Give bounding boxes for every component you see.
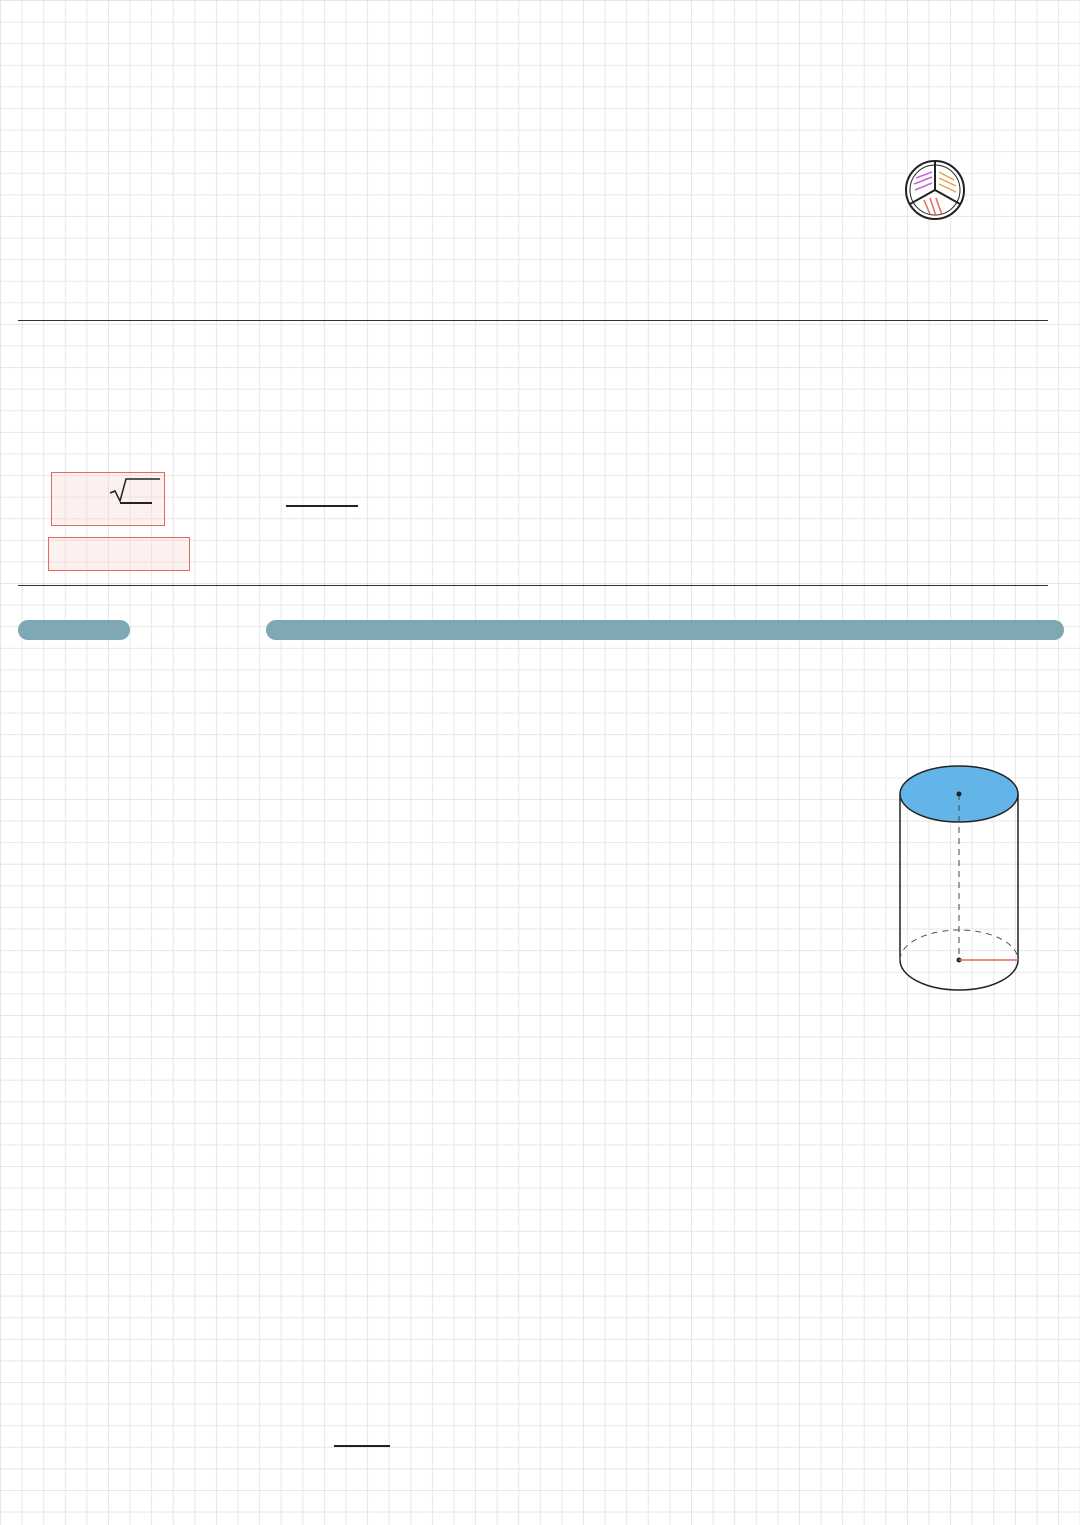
divider bbox=[18, 585, 1048, 586]
formula-box-circumference bbox=[48, 537, 190, 571]
heading-band-right bbox=[266, 620, 1064, 640]
heading-band-left bbox=[18, 620, 130, 640]
divider bbox=[18, 320, 1048, 321]
fraction-line bbox=[286, 505, 358, 507]
sqrt-icon bbox=[108, 477, 162, 503]
circle-sectors-icon bbox=[902, 158, 968, 222]
fraction-line bbox=[120, 502, 152, 504]
cylinder-diagram bbox=[892, 764, 1028, 1000]
formula-box-radius bbox=[51, 472, 165, 526]
fraction-line bbox=[334, 1445, 390, 1447]
